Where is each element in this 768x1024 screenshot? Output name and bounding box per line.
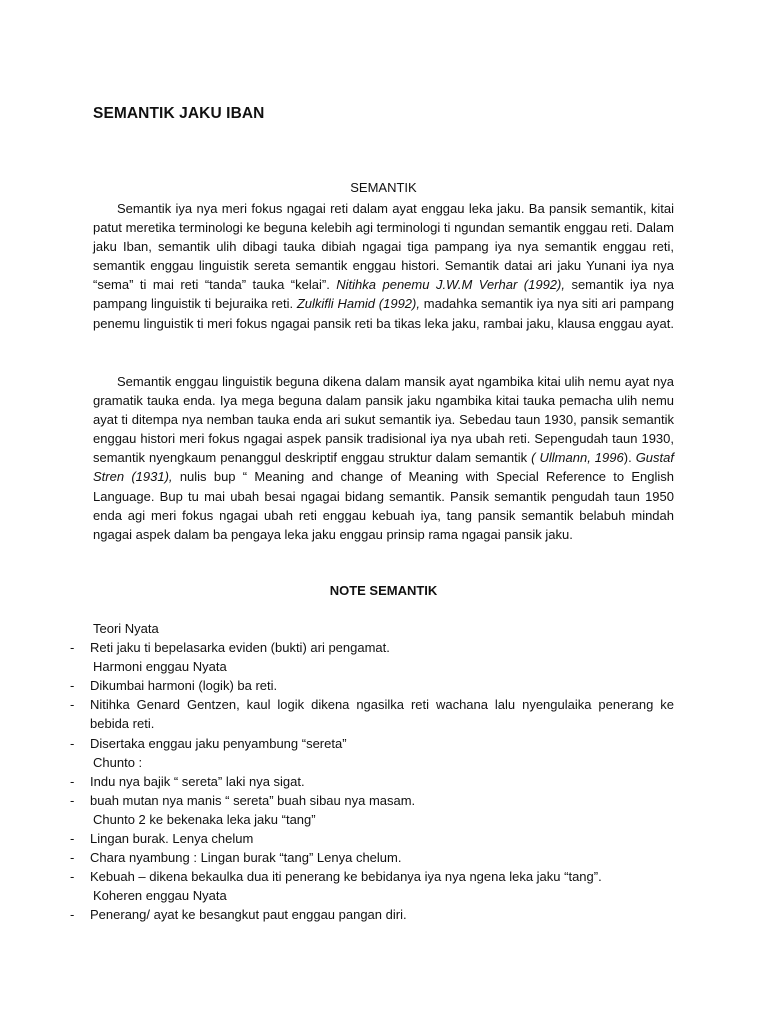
paragraph-text: Semantik enggau linguistik beguna dikena dalam mansik ayat ngambika kitai ulih nemu ayat nya gramatik tauka enda. Iya mega beguna dalam pansik jaku ngambika kitai tauka pemacha ulih nemu ayat ti ditempa nya nemban tauka enda ari sukut semantik iya. Sebedau taun 1930, pansik semantik enggau histori meri fokus ngagai aspek pansik tradisional iya nya ubah reti. Sepengudah taun 1930, semantik nyengkaum penanggul deskriptif enggau struktur dalam semantik (93, 374, 674, 466)
note-text: Harmoni enggau Nyata (93, 659, 227, 675)
note-bullet-item (70, 695, 674, 733)
note-bullet-item (70, 734, 674, 753)
note-text: Lingan burak. Lenya chelum (90, 831, 254, 847)
dash-bullet: - (70, 907, 75, 923)
note-bullet-item (70, 676, 674, 695)
dash-bullet: - (70, 831, 75, 847)
note-text: Indu nya bajik “ sereta” laki nya sigat. (90, 773, 305, 789)
note-text: Kebuah – dikena bekaulka dua iti penerang ke bebidanya iya nya ngena leka jaku “tang”. (90, 869, 602, 885)
paragraph-intro (93, 199, 674, 333)
paragraph-text: nulis bup “ Meaning and change of Meaning with Special Reference to English Language. Bup tu mai ubah besai ngagai bidang semantik. Pansik semantik pengudah taun 1950 enda agi meri fokus ngagai ubah reti enggau kebuah iya, tang pansik semantik belabuh mindah ngagai aspek dalam ba pengaya leka jaku enggau prinsip rama ngagai pansik jaku. (93, 469, 675, 542)
note-text: Teori Nyata (93, 621, 159, 636)
citation-text: Nitihka penemu J.W.M Verhar (1992), (336, 277, 565, 293)
section-heading-semantik: SEMANTIK (350, 180, 417, 195)
dash-bullet: - (70, 735, 75, 751)
note-text: Reti jaku ti bepelasarka eviden (bukti) ari pengamat. (90, 640, 390, 656)
note-text: buah mutan nya manis “ sereta” buah sibau nya masam. (90, 792, 416, 808)
paragraph-text: madahka semantik iya nya siti ari pampang penemu linguistik ti meri fokus ngagai pansik reti ba tikas leka jaku, rambai jaku, klausa enggau ayat. (93, 296, 674, 331)
note-text: Chunto : (93, 754, 143, 770)
note-text: Chunto 2 ke bekenaka leka jaku “tang” (93, 811, 316, 827)
note-bullet-item (70, 791, 674, 810)
dash-bullet: - (70, 640, 75, 656)
section-heading-note-semantik: NOTE SEMANTIK (329, 583, 438, 598)
note-text: Chara nyambung : Lingan burak “tang” Lenya chelum. (90, 850, 402, 866)
paragraph-linguistik (93, 372, 674, 544)
note-subheading (70, 886, 674, 905)
note-subheading (70, 657, 674, 676)
dash-bullet: - (70, 773, 75, 789)
note-text: Disertaka enggau jaku penyambung “sereta” (90, 735, 347, 751)
note-bullet-item (70, 867, 674, 886)
paragraph-text: semantik iya nya pampang linguistik ti bejuraika reti. (93, 277, 674, 312)
citation-text: Zulkifli Hamid (1992), (296, 296, 420, 312)
note-text: Nitihka Genard Gentzen, kaul logik dikena ngasilka reti wachana lalu nyengulaika penerang ke bebida reti. (90, 697, 674, 732)
dash-bullet: - (70, 869, 75, 885)
paragraph-text: Semantik iya nya meri fokus ngagai reti dalam ayat enggau leka jaku. Ba pansik semantik, kitai patut meretika terminologi ke beguna kelebih agi terminologi ti ngundan semantik enggau reti. Dalam jaku Iban, semantik ulih dibagi tauka dibiah ngagai tiga pampang iya nya semantik enggau reti, semantik enggau linguistik sereta semantik enggau histori. Semantik datai ari jaku Yunani iya nya “sema” ti mai reti “tanda” tauka “kelai”. (93, 201, 674, 293)
note-list (70, 619, 674, 925)
note-bullet-item (70, 638, 674, 657)
note-bullet-item (70, 772, 674, 791)
note-subheading (70, 619, 674, 638)
paragraph-text: ). (623, 450, 636, 466)
citation-text: ( Ullmann, 1996 (531, 450, 624, 466)
note-text: Dikumbai harmoni (logik) ba reti. (90, 678, 278, 694)
note-subheading (70, 753, 674, 772)
dash-bullet: - (70, 697, 75, 713)
dash-bullet: - (70, 850, 75, 866)
note-bullet-item (70, 848, 674, 867)
citation-text: Gustaf Stren (1931), (93, 450, 674, 485)
note-bullet-item (70, 905, 674, 924)
note-text: Penerang/ ayat ke besangkut paut enggau pangan diri. (90, 907, 407, 923)
note-subheading (70, 810, 674, 829)
dash-bullet: - (70, 678, 75, 694)
note-text: Koheren enggau Nyata (93, 888, 227, 904)
note-bullet-item (70, 829, 674, 848)
document-title: SEMANTIK JAKU IBAN (93, 105, 265, 122)
dash-bullet: - (70, 792, 75, 808)
